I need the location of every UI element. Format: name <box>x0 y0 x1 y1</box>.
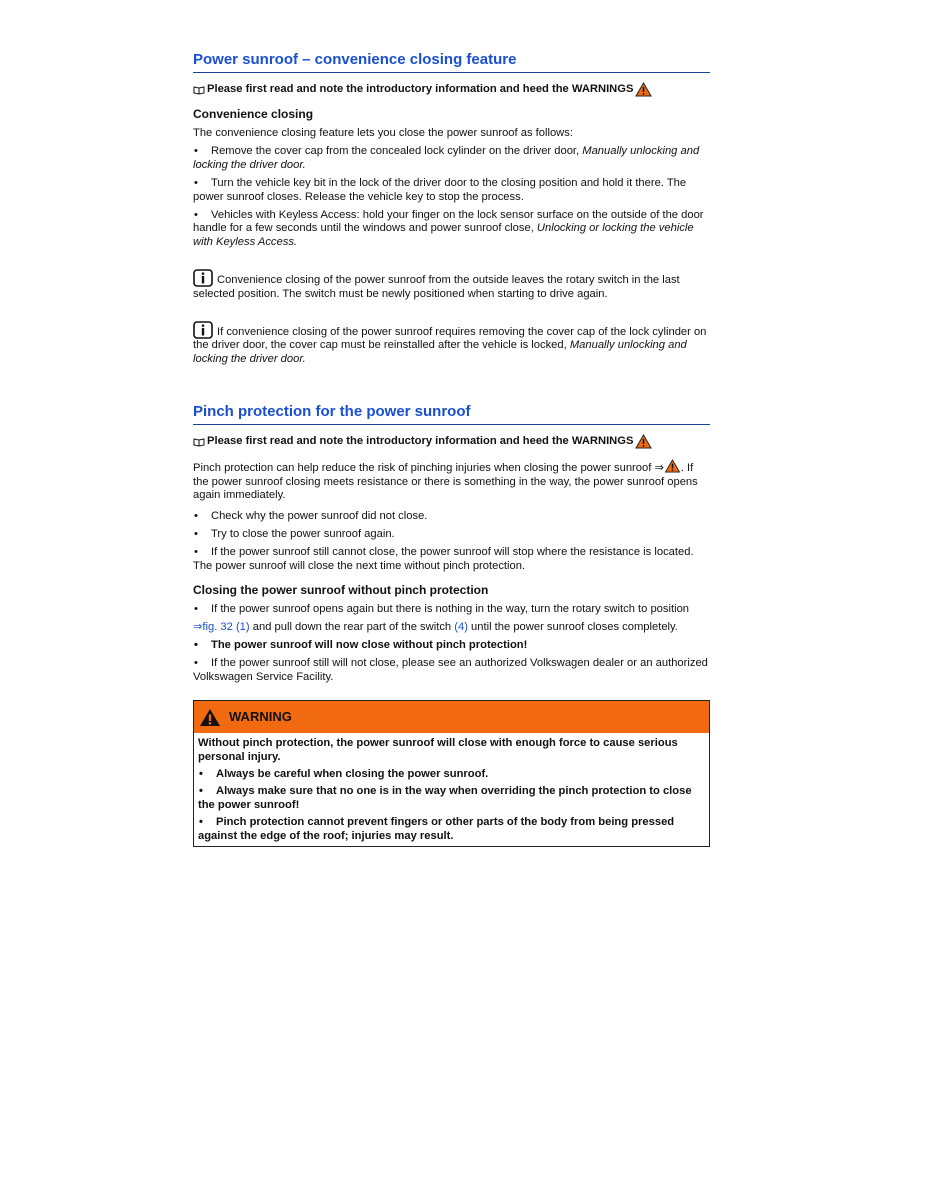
list-item: • Pinch protection cannot prevent fingers or other parts of the body from being pressed against the edge of the roof; injuries may result. <box>198 816 705 843</box>
list-item: • If the power sunroof opens again but there is nothing in the way, turn the rotary switch to position ⇒fig. 32 (1) and pull down the rear part of the switch (4) until the power sunroof closes completely. <box>193 603 710 634</box>
section-pinch-protection <box>193 402 710 847</box>
warning-intro: Without pinch protection, the power sunroof will close with enough force to cause serious personal injury. <box>198 737 678 763</box>
warning-header <box>194 701 709 733</box>
list-item: • If the power sunroof still will not close, please see an authorized Volkswagen dealer or an authorized Volkswagen Service Facility. <box>193 657 710 684</box>
list-item: • Turn the vehicle key bit in the lock of the driver door to the closing position and hold it there. The power sunroof closes. Release the vehicle key to stop the process. <box>193 177 710 204</box>
book-icon <box>193 85 205 95</box>
warning-box <box>193 700 710 847</box>
warning-label: WARNING <box>229 709 292 725</box>
warning-body <box>194 737 709 846</box>
section-title-pinch-protection: Pinch protection for the power sunroof <box>193 402 710 425</box>
list-item: • If the power sunroof still cannot close, the power sunroof will stop where the resistance is located. The power sunroof will close the next time without pinch protection. <box>193 546 710 573</box>
list-item: • Always be careful when closing the power sunroof. <box>198 768 705 781</box>
section-title-convenience-closing: Power sunroof – convenience closing feature <box>193 50 710 73</box>
info-note <box>193 321 710 366</box>
steps-list <box>193 603 710 684</box>
cross-reference[interactable]: Unlocking or locking the vehicle with Keyless Access. <box>193 222 694 248</box>
subheading-convenience-closing: Convenience closing <box>193 107 314 121</box>
note-text: If convenience closing of the power sunroof requires removing the cover cap of the lock cylinder on the driver door, the cover cap must be reinstalled after the vehicle is locked, <box>193 326 707 352</box>
intro-text: Pinch protection can help reduce the risk of pinching injuries when closing the power sunroof ⇒ . If the power sunroof closing meets resistance or there is something in the way, the power sunroof opens again immediately. <box>193 459 710 502</box>
switch-link[interactable]: (4) <box>454 620 468 633</box>
list-item: • Try to close the power sunroof again. <box>193 528 710 541</box>
convenience-list <box>193 145 710 249</box>
list-item: • The power sunroof will now close without pinch protection! <box>193 639 710 652</box>
warning-list <box>198 768 705 843</box>
list-item: • Check why the power sunroof did not close. <box>193 510 710 523</box>
cross-reference[interactable]: Manually unlocking and locking the driver door. <box>193 339 687 365</box>
cross-reference[interactable]: Manually unlocking and locking the driver door. <box>193 145 700 171</box>
intro-text: The convenience closing feature lets you close the power sunroof as follows: <box>193 127 573 139</box>
warning-triangle-icon[interactable] <box>664 459 681 473</box>
figure-link[interactable]: ⇒fig. 32 (1) <box>193 620 250 633</box>
manual-page <box>193 50 710 847</box>
list-item: • Always make sure that no one is in the way when overriding the pinch protection to close the power sunroof! <box>198 785 705 812</box>
list-item: • Remove the cover cap from the concealed lock cylinder on the driver door, Manually unlocking and locking the driver door. <box>193 145 710 172</box>
info-icon <box>193 321 213 339</box>
info-note <box>193 269 710 301</box>
read-first-notice <box>193 434 710 449</box>
read-first-text: Please first read and note the introductory information and heed the WARNINGS <box>207 435 634 448</box>
list-item: • Vehicles with Keyless Access: hold your finger on the lock sensor surface on the outside of the door handle for a few seconds until the windows and power sunroof close, Unlocking or locking the vehicle with Keyless Access. <box>193 209 710 249</box>
book-icon <box>193 437 205 447</box>
subheading-without-pinch-protection: Closing the power sunroof without pinch protection <box>193 583 489 598</box>
warning-triangle-icon <box>635 82 652 97</box>
read-first-text: Please first read and note the introductory information and heed the WARNINGS <box>207 82 634 95</box>
warning-triangle-icon <box>199 708 221 727</box>
read-first-notice <box>193 82 710 97</box>
note-text: Convenience closing of the power sunroof from the outside leaves the rotary switch in the last selected position. The switch must be newly positioned when starting to drive again. <box>193 274 680 300</box>
warning-triangle-icon <box>635 434 652 449</box>
check-list <box>193 510 710 574</box>
info-icon <box>193 269 213 287</box>
